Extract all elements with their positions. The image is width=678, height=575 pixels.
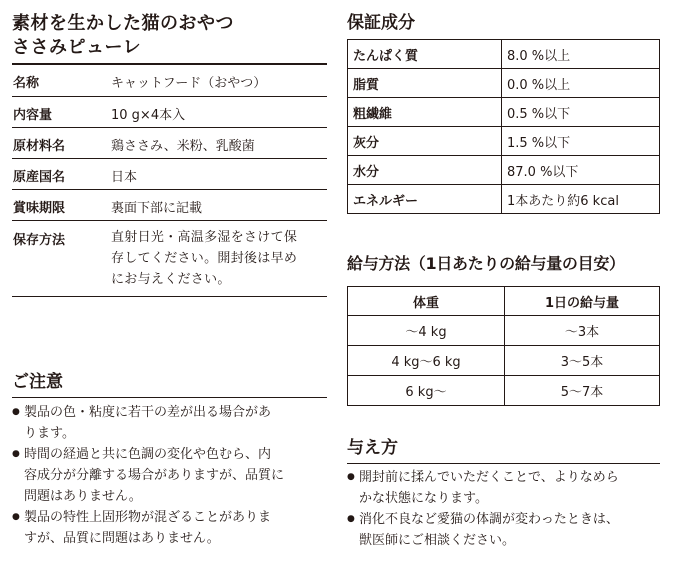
spec-label: 内容量	[12, 96, 111, 127]
analysis-table	[347, 39, 660, 214]
feeding-col-amount: 1日の給与量	[505, 287, 660, 316]
spec-row	[12, 96, 327, 127]
feeding-amount: 〜3本	[505, 316, 660, 346]
spec-value-line: 直射日光・高温多湿をさけて保	[111, 229, 298, 245]
analysis-row	[348, 98, 660, 127]
analysis-value: 0.5 %以下	[502, 98, 660, 127]
spec-value: 鶏ささみ、米粉、乳酸菌	[111, 127, 327, 158]
product-title	[12, 12, 234, 60]
spec-value: 日本	[111, 158, 327, 189]
feeding-table	[347, 286, 660, 406]
caution-list	[12, 402, 332, 549]
caution-item-line: ● 時間の経過と共に色調の変化や色むら、内	[24, 447, 272, 462]
spec-label: 賞味期限	[12, 189, 111, 220]
analysis-row	[348, 69, 660, 98]
caution-item-line: ります。	[24, 426, 75, 441]
howto-heading: 与え方	[347, 438, 398, 458]
analysis-label: 脂質	[348, 69, 502, 98]
analysis-label: 灰分	[348, 127, 502, 156]
spec-row	[12, 158, 327, 189]
caution-item-line: ● 製品の特性上固形物が混ざることがありま	[24, 510, 272, 525]
feeding-weight: 6 kg〜	[348, 376, 505, 406]
spec-row	[12, 220, 327, 296]
caution-item	[12, 444, 332, 507]
caution-item-line: すが、品質に問題はありません。	[24, 531, 220, 546]
howto-item	[347, 467, 669, 509]
feeding-weight: 4 kg〜6 kg	[348, 346, 505, 376]
caution-rule	[12, 397, 327, 398]
analysis-label: 粗繊維	[348, 98, 502, 127]
analysis-row	[348, 156, 660, 185]
product-title-line1: 素材を生かした猫のおやつ	[12, 13, 234, 34]
howto-item-line: ● 開封前に揉んでいただくことで、よりなめら	[359, 470, 619, 485]
howto-item-line: かな状態になります。	[359, 491, 488, 506]
spec-label: 原産国名	[12, 158, 111, 189]
spec-value: キャットフード（おやつ）	[111, 65, 327, 96]
spec-value-multiline	[111, 220, 327, 296]
howto-item-line: ● 消化不良など愛猫の体調が変わったときは、	[359, 512, 619, 527]
analysis-label: エネルギー	[348, 185, 502, 214]
spec-row	[12, 65, 327, 96]
analysis-value: 0.0 %以上	[502, 69, 660, 98]
feeding-heading: 給与方法（1日あたりの給与量の目安）	[347, 254, 625, 273]
caution-item-line: 容成分が分離する場合がありますが、品質に	[24, 468, 285, 483]
feeding-amount: 5〜7本	[505, 376, 660, 406]
analysis-label: 水分	[348, 156, 502, 185]
spec-table	[12, 65, 327, 297]
product-title-line2: ささみピューレ	[12, 37, 142, 58]
analysis-heading: 保証成分	[347, 13, 415, 33]
howto-rule	[347, 463, 660, 464]
feeding-row	[348, 316, 660, 346]
howto-item-line: 獣医師にご相談ください。	[359, 533, 516, 548]
feeding-row	[348, 376, 660, 406]
analysis-value: 87.0 %以下	[502, 156, 660, 185]
howto-item	[347, 509, 669, 551]
analysis-value: 8.0 %以上	[502, 40, 660, 69]
feeding-col-weight: 体重	[348, 287, 505, 316]
spec-row	[12, 189, 327, 220]
spec-value-line: にお与えください。	[111, 271, 231, 287]
analysis-row	[348, 127, 660, 156]
caution-item-line: ● 製品の色・粘度に若干の差が出る場合があ	[24, 405, 272, 420]
spec-label: 原材料名	[12, 127, 111, 158]
caution-item	[12, 402, 332, 444]
spec-value: 10 g×4本入	[111, 96, 327, 127]
caution-item-line: 問題はありません。	[24, 489, 142, 504]
spec-value: 裏面下部に記載	[111, 189, 327, 220]
feeding-weight: 〜4 kg	[348, 316, 505, 346]
spec-label: 保存方法	[12, 220, 111, 296]
analysis-value: 1本あたり約6 kcal	[502, 185, 660, 214]
spec-row	[12, 127, 327, 158]
spec-label: 名称	[12, 65, 111, 96]
feeding-header-row	[348, 287, 660, 316]
analysis-row	[348, 185, 660, 214]
feeding-row	[348, 346, 660, 376]
analysis-value: 1.5 %以下	[502, 127, 660, 156]
analysis-label: たんぱく質	[348, 40, 502, 69]
caution-item	[12, 507, 332, 549]
caution-heading: ご注意	[12, 372, 63, 392]
howto-list	[347, 467, 669, 551]
spec-value-line: 存してください。開封後は早め	[111, 250, 298, 266]
analysis-row	[348, 40, 660, 69]
feeding-amount: 3〜5本	[505, 346, 660, 376]
